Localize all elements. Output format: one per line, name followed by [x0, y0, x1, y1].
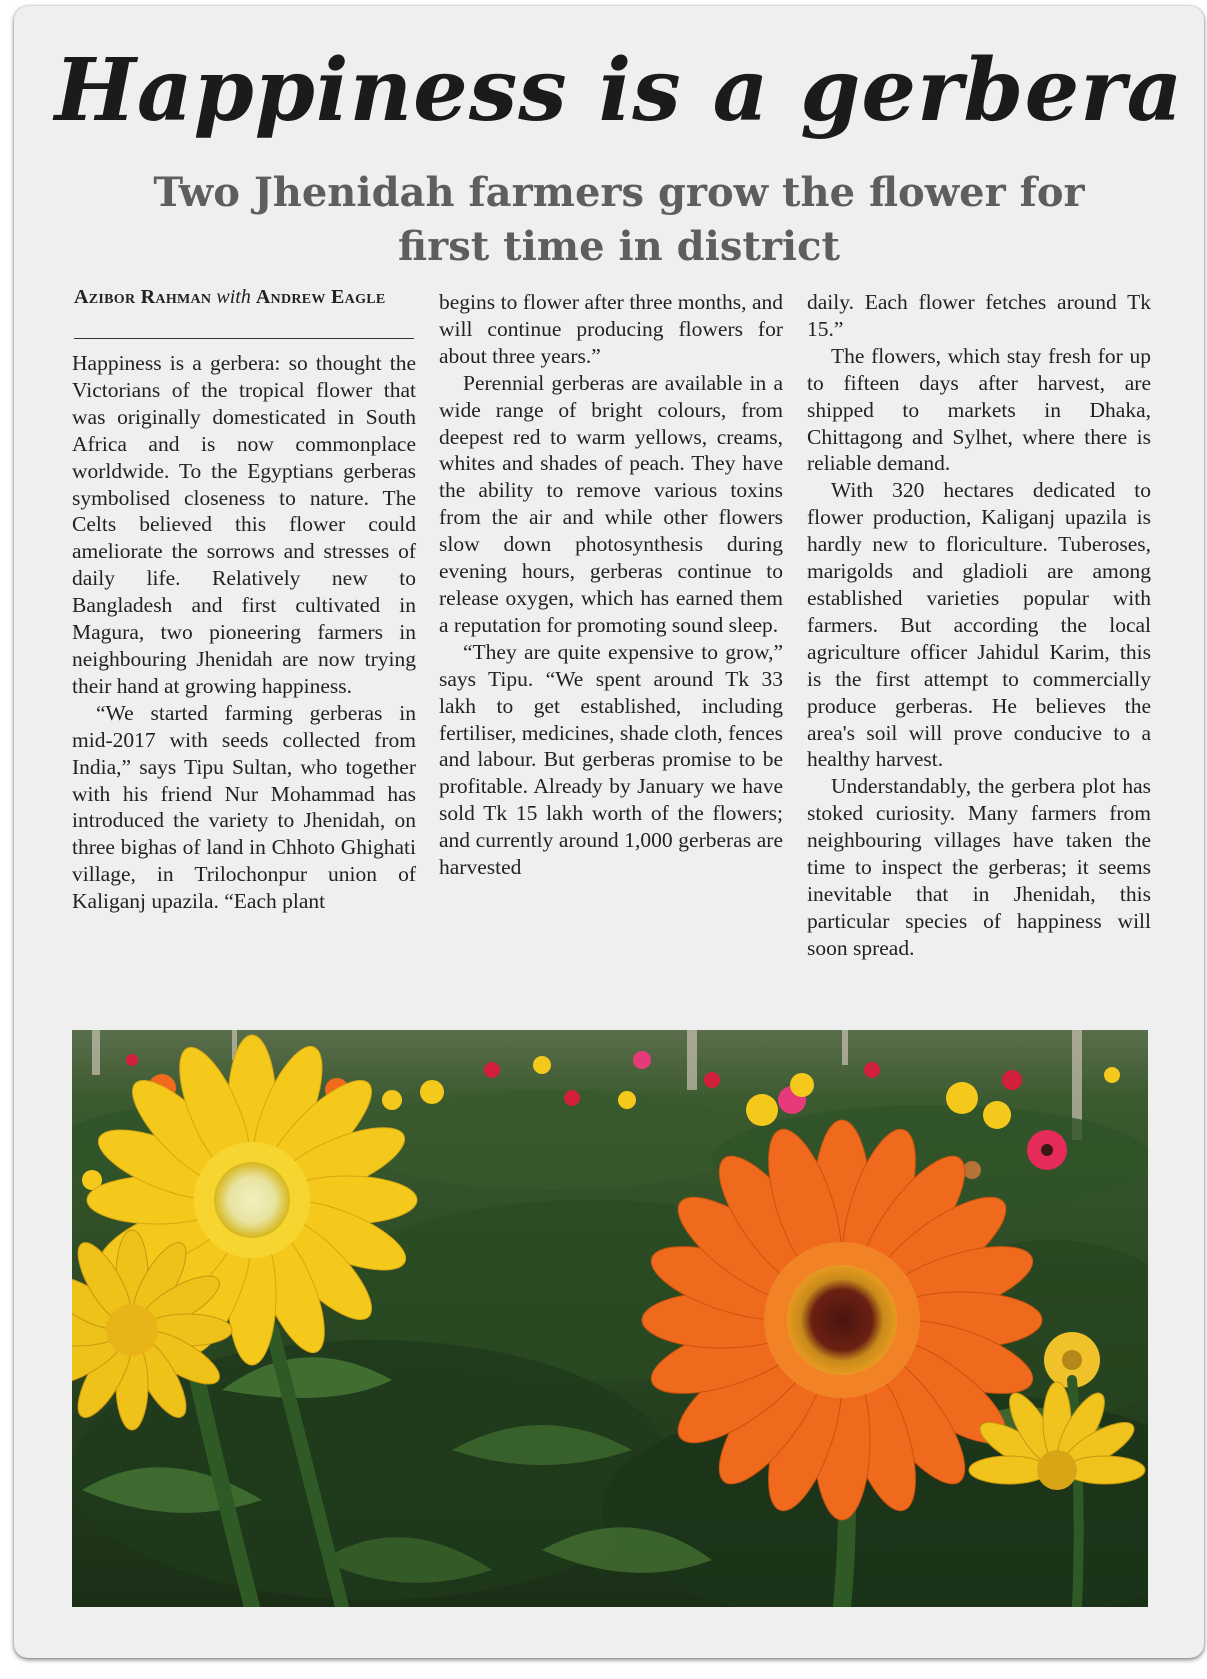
- article-column-3: [807, 289, 1151, 962]
- byline: [74, 287, 412, 308]
- byline-author-2: Andrew Eagle: [255, 286, 386, 308]
- paragraph-4-end: daily. Each flower fetches around Tk 15.”: [807, 290, 1151, 341]
- paragraph-5: The flowers, which stay fresh for up to fifteen days after harvest, are shipped to markets in Dhaka, Chittagong and Sylhet, where there is reliable demand.: [807, 343, 1151, 476]
- subheadline-line-1: Two Jhenidah farmers grow the flower for: [153, 169, 1085, 216]
- headline: Happiness is a gerbera: [54, 40, 1184, 141]
- paragraph-2-end: begins to flower after three months, and will continue producing flowers for about three years.”: [439, 290, 783, 368]
- byline-author-1: Azibor Rahman: [74, 286, 212, 308]
- paragraph-2-start: “We started farming gerberas in mid-2017 with seeds collected from India,” says Tipu Sultan, who together with his friend Nur Mohammad has introduced the variety to Jhenidah, on three bighas of land in Chhoto Ghighati village, in Trilochonpur union of Kaliganj upazila. “Each plant: [72, 700, 416, 914]
- gerbera-field-illustration: [72, 1030, 1148, 1607]
- paragraph-1: Happiness is a gerbera: so thought the Victorians of the tropical flower that was originally domesticated in South Africa and is now commonplace worldwide. To the Egyptians gerberas symbolised closeness to nature. The Celts believed this flower could ameliorate the sorrows and stresses of daily life. Relatively new to Bangladesh and first cultivated in Magura, two pioneering farmers in neighbouring Jhenidah are now trying their hand at growing happiness.: [72, 351, 416, 698]
- paragraph-6: With 320 hectares dedicated to flower production, Kaliganj upazila is hardly new to floriculture. Tuberoses, marigolds and gladioli are among established varieties popular with farmers. But according the local agriculture officer Jahidul Karim, this is the first attempt to commercially produce gerberas. He believes the area's soil will prove conducive to a healthy harvest.: [807, 478, 1151, 772]
- byline-divider: [74, 338, 414, 339]
- gerbera-field-photo: [72, 1030, 1148, 1607]
- paragraph-3: Perennial gerberas are available in a wide range of bright colours, from deepest red to warm yellows, creams, whites and shades of peach. They have the ability to remove various toxins from the air and while other flowers slow down photosynthesis during evening hours, gerberas continue to release oxygen, which has earned them a reputation for promoting sound sleep.: [439, 370, 783, 637]
- article-column-1: [72, 350, 416, 915]
- byline-with: with: [216, 286, 251, 308]
- subheadline: [14, 166, 1204, 274]
- paragraph-7: Understandably, the gerbera plot has stoked curiosity. Many farmers from neighbouring villages have taken the time to inspect the gerberas; it seems inevitable that in Jhenidah, this particular species of happiness will soon spread.: [807, 774, 1151, 960]
- subheadline-line-2: first time in district: [398, 223, 840, 270]
- newspaper-page: [14, 6, 1204, 1658]
- paragraph-4-start: “They are quite expensive to grow,” says Tipu. “We spent around Tk 33 lakh to get established, including fertiliser, medicines, shade cloth, fences and labour. But gerberas promise to be profitable. Already by January we have sold Tk 15 lakh worth of the flowers; and currently around 1,000 gerberas are harvested: [439, 639, 783, 880]
- article-column-2: [439, 289, 783, 881]
